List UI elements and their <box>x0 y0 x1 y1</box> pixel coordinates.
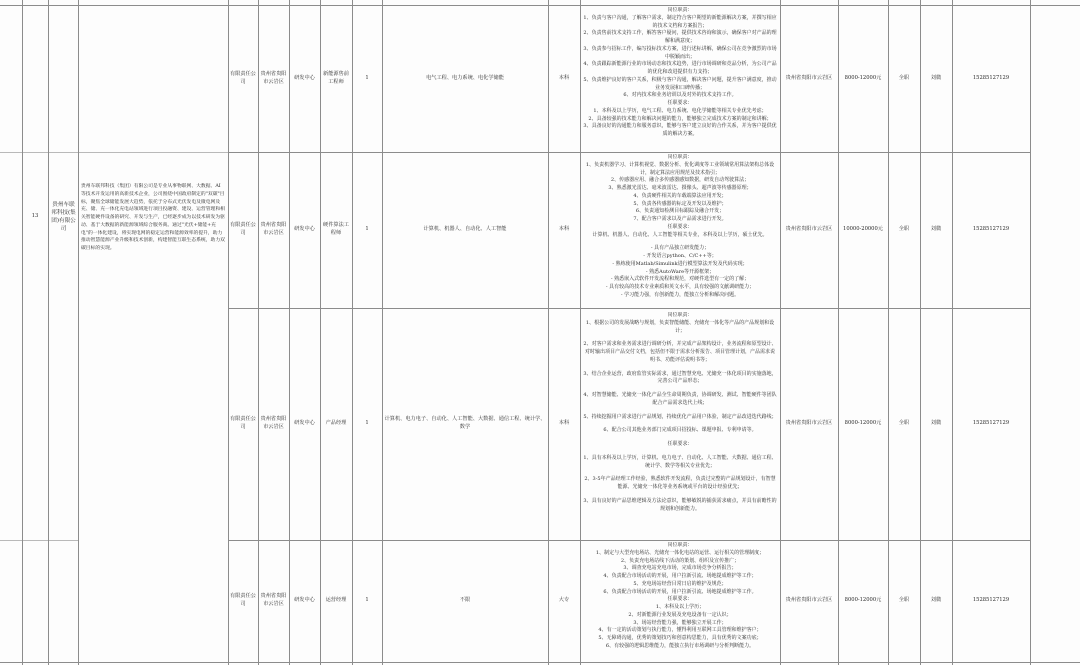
duty-line: 4、负责配合市场活动的开展，用户拉新引流、场地提成维护等工作； <box>603 573 757 579</box>
duty-line: 1、负责与客户沟通，了解客户需求，制定符合客户期望的新能源解决方案，并撰写相应的技术文档和方案报告； <box>583 14 777 29</box>
position-name: 新能源售前工程师 <box>323 70 349 85</box>
salary: 8000-12000元 <box>844 420 882 427</box>
duty-line: - 熟悉嵌入式软件开发流程和规范，对硬件选型有一定的了解； <box>610 276 750 283</box>
work-place: 贵州省贵阳市云岩区 <box>785 226 833 233</box>
duty-line: 1、负责机器学习、计算机视觉、数据分析、优化调度等工业领域常用算法架构总体设计，制定算法应用规范及技术指引； <box>585 161 775 176</box>
contact-phone: 15285127129 <box>972 74 1010 81</box>
duty-line: - 开发语言python、C/C++等； <box>643 253 717 259</box>
headcount: 1 <box>365 597 369 604</box>
duty-line: 6、配合公司其他业务部门完成项目招投标、课题申报、专利申请等。 <box>603 427 757 434</box>
contact-person: 刘微 <box>930 420 942 427</box>
grid-line <box>48 0 49 665</box>
duty-line: 2、具备较强的技术能力和解决问题的能力，能够独立完成技术方案的制定和讲解； <box>588 115 772 122</box>
company-name <box>49 152 78 282</box>
company-type: 有限责任公司 <box>230 70 256 85</box>
company-intro-text: 贵州车联邦科技（集团）有限公司是专业从事物联网、大数据、AI等技术开发运用的高新技术企业，公司围绕中国政府制定的"双碳"目标，聚焦全球储能发展大趋势，依托于分布式光伏发电及微电网及充、储、充一体化充电站领域进行项目投融资、建设、运营管理和相关智能硬件设备的研究、开发与生产，已经逐步成为以技术研发为驱动、基于大数据的新能源领域综合服务商。通过"光伏+储能+充电"的一体化建设，将实现电网的稳定运营和能源效率的提升，助力推动智慧能源产业升级和技术创新，构建智能互联生态系统，助力双碳目标的实现。 <box>81 184 225 251</box>
major-requirement: 电气工程、电力系统、电化学储能 <box>426 74 504 81</box>
duty-line: 1、本科及以上学历，电气工程、电力系统、电化学储能等相关专业优先考虑； <box>593 107 767 114</box>
education: 本科 <box>558 226 570 233</box>
duty-line: 任职要求： <box>667 596 693 603</box>
duty-line: 1、具有本科及以上学历，计算机、电力电子、自动化、人工智能、大数据、通信工程、统计学、数学等相关专业优先； <box>583 454 777 469</box>
duty-line: 1、根据公司的发展战略与规划，负责智能储能、充储充一体化等产品的产品规划和设计； <box>585 319 775 334</box>
duty-line: 1、本科及以上学历； <box>655 604 705 610</box>
duty-line: 4、对智慧储能、光储充一体化产品全生命周期负责，协调研发、测试、智能硬件等团队配合产品需求迭代上线； <box>583 392 777 406</box>
duty-line: 岗位职责： <box>667 154 693 160</box>
headcount: 1 <box>365 420 369 427</box>
contact-phone: 15285127129 <box>972 597 1010 604</box>
duty-line: 3、负责参与招标工作，编写投标技术方案，进行述标讲解，确保公司在竞争激烈的市场中脱颖而出； <box>583 45 777 60</box>
work-place: 贵州省贵阳市云岩区 <box>785 74 833 81</box>
contact-person: 刘微 <box>930 597 942 604</box>
major-requirement: 计算机、机器人、自动化、人工智能 <box>423 226 507 233</box>
duty-line: - 学习能力强，有创新能力，能独立分析和解决问题。 <box>620 291 740 298</box>
duty-line: 3、具备良好的沟通能力和服务意识，能够与客户建立良好的合作关系，并为客户提供优质的解决方案。 <box>583 123 777 137</box>
department: 研发中心 <box>294 74 315 81</box>
duty-line: 5、负责维护良好的客户关系，积极与客户沟通，解决客户问题，提升客户满意度，推动业务发展和口碑传播； <box>583 76 777 91</box>
contact-phone: 15285127129 <box>972 226 1010 233</box>
major-requirement: 计算机、电力电子、自动化、人工智能、大数据、通信工程、统计学、数学 <box>384 416 546 430</box>
duty-line: 2、传感器应用、融合多传感器感知数据，研发自动驾驶算法； <box>610 177 750 184</box>
job-duties <box>580 7 780 151</box>
education: 本科 <box>558 420 570 427</box>
duty-line: 6、对内技术和业务培训以及对外的技术支持工作。 <box>623 92 737 99</box>
duty-line: 7、配合客户需求以及产品需求进行开发。 <box>633 216 727 222</box>
education: 本科 <box>558 74 570 81</box>
duty-line: 3、场站经营能力强，能够独立开展工作； <box>633 619 727 626</box>
duty-line: 岗位职责： <box>667 312 693 318</box>
position-name: 产品经理 <box>325 420 347 427</box>
duty-line: 4、负责硬件相关的车载端算法应用开发； <box>633 192 727 199</box>
location: 贵州省贵阳市云岩区 <box>260 416 287 430</box>
salary: 8000-12000元 <box>844 74 882 81</box>
duty-line: 2、3-5年产品经理工作经验，熟悉软件开发流程，负责过完整的产品规划设计，有智慧能源、光储充一体化等业务系统或平台的设计经验优先； <box>584 476 776 490</box>
duty-line: 5、持续挖掘用户需求进行产品规划，持续优化产品用户体验，制定产品改进迭代路线； <box>583 413 777 420</box>
grid-line <box>0 540 78 541</box>
job-type: 全职 <box>898 74 910 81</box>
duty-line: - 熟练使用Matlab/Simulink进行模型算法开发及代码实现； <box>612 260 748 267</box>
duty-line: 1、制定与大型充电场站、光储充一体化电站的运营、运行相关的管理制度； <box>595 549 765 556</box>
duty-line: 2、负责充电场站线下活动的策划、组织及宣传推广； <box>620 557 740 564</box>
department: 研发中心 <box>294 420 315 427</box>
company-name-text: 贵州车联邦科技(集团)有限公司 <box>51 201 76 233</box>
duty-line: - 熟悉AutoWare等开源框架； <box>645 268 715 275</box>
company-type: 有限责任公司 <box>230 416 256 430</box>
duty-line: 6、有较强的逻辑思维能力，能独立执行市场调研与分析判断能力。 <box>605 642 755 649</box>
position-name: 硬件算法工程师 <box>323 222 349 236</box>
duty-line: - 具有较高的技术专业素质和英文水平，具有较强的文献调研能力； <box>605 284 755 290</box>
duty-line: 3、熟悉激光雷达、毫米波雷达、摄像头、超声波等传感器原理； <box>608 185 752 191</box>
duty-line: 岗位职责： <box>667 7 693 13</box>
duty-line: 3、调查充电站充电市场，完成市场竞争分析报告； <box>623 565 737 572</box>
duty-line: 4、负责跟踪新能源行业的市场动态和技术趋势，进行市场调研和竞品分析，为公司产品的优化和改进提供有力支持； <box>583 61 777 75</box>
duty-line: 3、具有良好的产品思维逻辑及方法论意识，能够敏锐的捕获需求痛点，并具有前瞻性的规划和创新能力。 <box>583 497 777 512</box>
duty-line: 任职要求： <box>667 223 693 230</box>
job-type: 全职 <box>898 597 910 604</box>
work-place: 贵州省贵阳市云岩区 <box>785 597 833 604</box>
contact-phone: 15285127129 <box>972 420 1010 427</box>
duty-line: 2、负责售前技术支持工作，解答客户疑问，提供技术咨询和演示，确保客户对产品的理解和满意度； <box>583 30 777 44</box>
location: 贵州省贵阳市云岩区 <box>260 222 287 236</box>
company-intro <box>80 168 226 268</box>
duty-line: 2、对客户需求和业务需求进行调研分析，并完成产品架构设计，业务流程和原型设计、对时输出项目产品交付文档，包括但不限于需求分析报告、项目管理计划，产品需求说明书、功能评估说明书等； <box>583 341 777 363</box>
location: 贵州省贵阳市云岩区 <box>260 593 287 607</box>
grid-line <box>78 0 79 665</box>
job-duties <box>580 312 780 538</box>
education: 大专 <box>558 597 570 604</box>
salary: 8000-12000元 <box>844 597 882 604</box>
duty-line: 5、负责各传感器的标定及开发以及维护； <box>633 200 727 207</box>
headcount: 1 <box>365 74 369 81</box>
duty-line: 6、负责通知检测目标跟踪及融合开发； <box>635 208 725 215</box>
duty-line: 5、充电场站经营目常日启的维护及规范； <box>633 580 727 587</box>
duty-line: 任职要求： <box>667 100 693 106</box>
salary: 10000-20000元 <box>843 226 883 233</box>
row-number: 13 <box>31 213 39 220</box>
duty-line: 6、负责配合市场活动的开展，用户拉新引流、场地提成维护等工作。 <box>603 588 757 595</box>
duty-line: 5、无障碍沟通，优秀的策划技巧和创意构思能力，具有优秀的文案功底； <box>598 635 762 641</box>
company-type: 有限责任公司 <box>230 593 256 607</box>
location: 贵州省贵阳市云岩区 <box>260 70 287 85</box>
duty-line: 计算机、机器人、自动化、人工智能等相关专业，本科及以上学历，硕士优先。 <box>592 231 768 238</box>
grid-line <box>1030 0 1031 665</box>
duty-line: 3、结合企业运营，政府监管实际需求，通过智慧充电、光储充一体化项目的实施落地，完善公司产品形态； <box>583 370 777 385</box>
job-duties <box>580 154 780 307</box>
job-type: 全职 <box>898 226 910 233</box>
duty-line: 2、对新能源行业发展及充电设备有一定认识； <box>628 611 732 618</box>
grid-line <box>0 662 1080 663</box>
department: 研发中心 <box>294 226 315 233</box>
contact-person: 刘微 <box>930 74 942 81</box>
headcount: 1 <box>365 226 369 233</box>
department: 研发中心 <box>294 597 315 604</box>
duty-line: - 具有产品独立研发能力； <box>650 245 710 252</box>
job-duties <box>580 542 780 662</box>
duty-line: 任职要求： <box>667 441 693 447</box>
grid-line <box>22 0 23 665</box>
duty-line: 4、有一定的活动策划与执行能力，懂得利用互联网工具管理和维护客户； <box>598 627 762 634</box>
company-type: 有限责任公司 <box>230 222 256 236</box>
major-requirement: 不限 <box>459 597 471 604</box>
contact-person: 刘微 <box>930 226 942 233</box>
job-type: 全职 <box>898 420 910 427</box>
duty-line: 岗位职责： <box>667 542 693 548</box>
position-name: 运营经理 <box>325 597 347 604</box>
work-place: 贵州省贵阳市云岩区 <box>785 420 833 427</box>
